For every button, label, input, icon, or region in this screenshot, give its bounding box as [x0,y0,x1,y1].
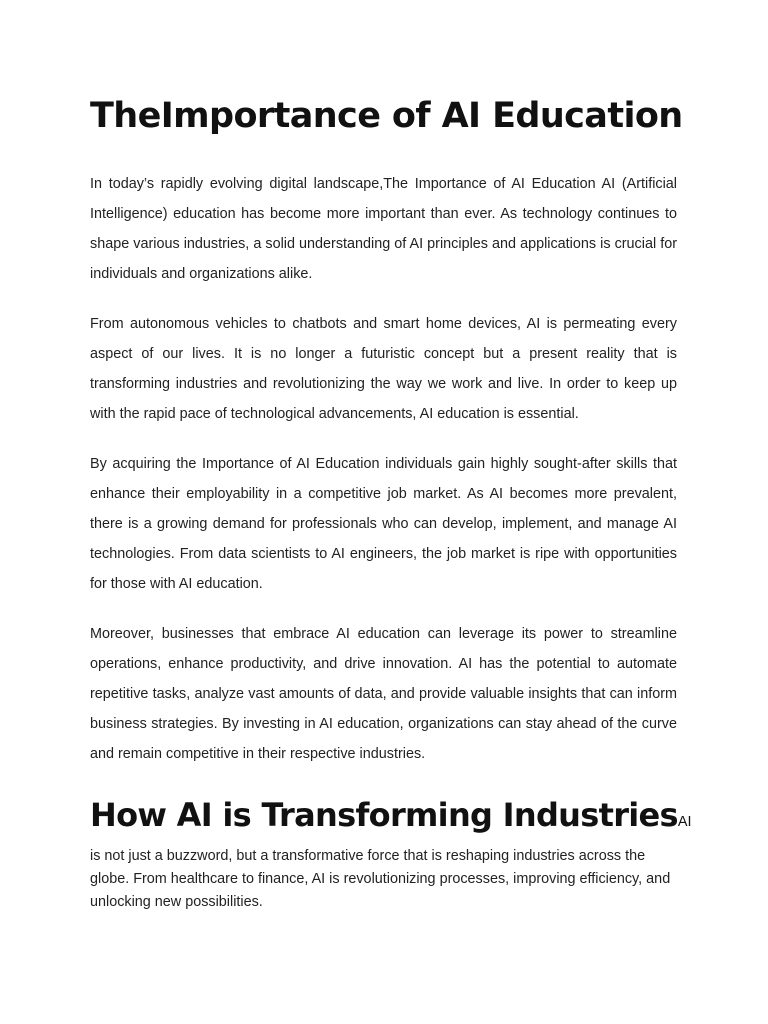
paragraph-ai-everywhere: From autonomous vehicles to chatbots and smart home devices, AI is permeating every aspect of our lives. It is no longer a futuristic concept but a present reality that is transforming industries and revolutionizing the way we work and live. In order to keep up with the rapid pace of technological advancements, AI education is essential. [90,316,677,422]
paragraph-intro: In today’s rapidly evolving digital landscape,The Importance of AI Education AI (Artificial Intelligence) education has become more important than ever. As technology continues to shape various industries, a solid understanding of AI principles and applications is crucial for individuals and organizations alike. [90,176,677,282]
paragraph-business: Moreover, businesses that embrace AI education can leverage its power to streamline operations, enhance productivity, and drive innovation. AI has the potential to automate repetitive tasks, analyze vast amounts of data, and provide valuable insights that can inform business strategies. By investing in AI education, organizations can stay ahead of the curve and remain competitive in their respective industries. [90,626,677,762]
section-heading-trailing-text: AI [677,814,692,830]
section-heading [90,792,690,845]
page-title: TheImportance of AI Education [90,96,683,136]
paragraph-skills: By acquiring the Importance of AI Education individuals gain highly sought-after skills that enhance their employability in a competitive job market. As AI becomes more prevalent, there is a growing demand for professionals who can develop, implement, and manage AI technologies. From data scientists to AI engineers, the job market is ripe with opportunities for those with AI education. [90,456,677,592]
paragraph-transforming: is not just a buzzword, but a transformative force that is reshaping industries across the globe. From healthcare to finance, AI is revolutionizing processes, improving efficiency, and unlocking new possibilities. [90,848,671,910]
section-heading-text: How AI is Transforming Industries [90,796,678,834]
